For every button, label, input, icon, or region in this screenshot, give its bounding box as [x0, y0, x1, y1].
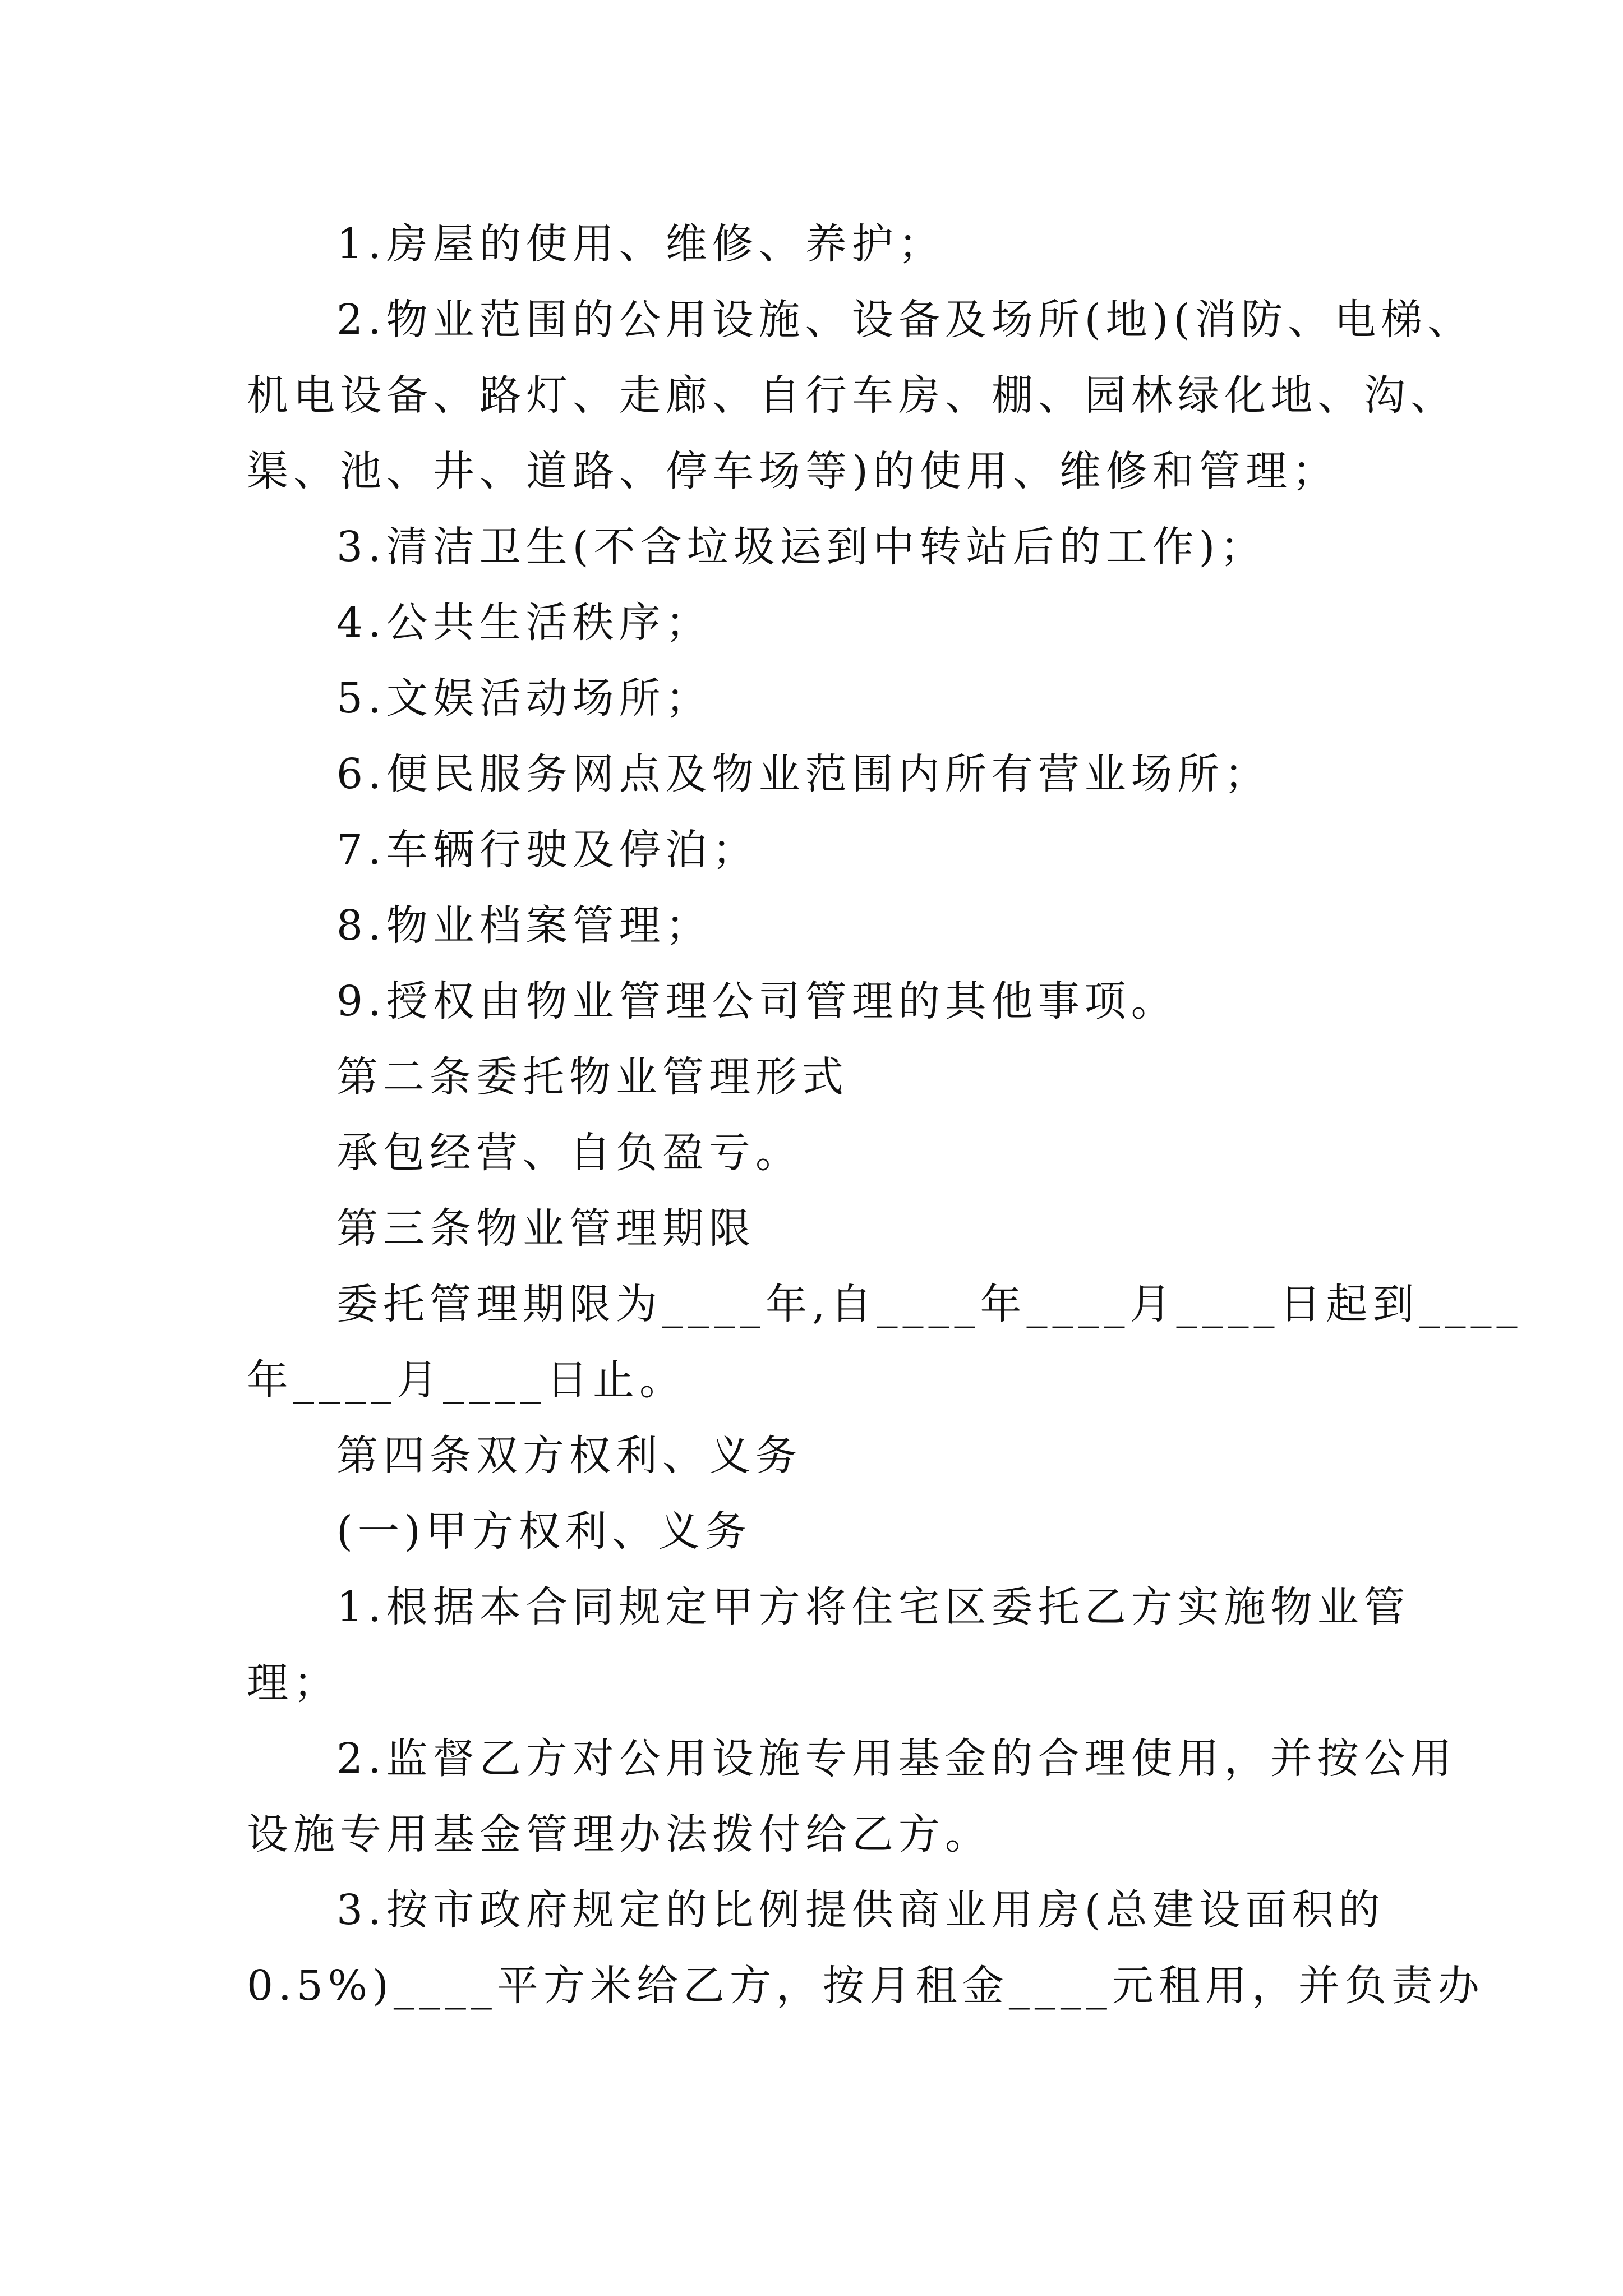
text-line: 设施专用基金管理办法拨付给乙方。 — [247, 1810, 992, 1858]
text-line: 0.5%)____平方米给乙方，按月租金____元租用，并负责办 — [247, 1962, 1484, 2010]
text-line: 3.按市政府规定的比例提供商业用房(总建设面积的 — [336, 1886, 1385, 1934]
text-line: 1.房屋的使用、维修、养护； — [336, 220, 945, 268]
text-line: 7.车辆行驶及停泊； — [336, 826, 759, 874]
text-line: 年____月____日止。 — [247, 1356, 686, 1404]
text-line: 2.监督乙方对公用设施专用基金的合理使用，并按公用 — [336, 1734, 1457, 1783]
text-line: 3.清洁卫生(不含垃圾运到中转站后的工作)； — [336, 523, 1267, 571]
section-heading: 第二条委托物业管理形式 — [336, 1053, 849, 1101]
text-line: 1.根据本合同规定甲方将住宅区委托乙方实施物业管 — [336, 1583, 1410, 1631]
text-line: 渠、池、井、道路、停车场等)的使用、维修和管理； — [247, 447, 1339, 495]
text-line: 理； — [247, 1659, 340, 1707]
text-line: 委托管理期限为____年,自____年____月____日起到____ — [336, 1280, 1523, 1328]
section-heading: 第四条双方权利、义务 — [336, 1432, 802, 1480]
section-heading: 第三条物业管理期限 — [336, 1204, 755, 1253]
text-line: 5.文娱活动场所； — [336, 674, 712, 723]
text-line: 4.公共生活秩序； — [336, 599, 712, 647]
subsection-heading: (一)甲方权利、义务 — [336, 1507, 751, 1556]
text-line: 8.物业档案管理； — [336, 901, 712, 950]
text-line: 机电设备、路灯、走廊、自行车房、棚、园林绿化地、沟、 — [247, 371, 1457, 420]
text-line: 9.授权由物业管理公司管理的其他事项。 — [336, 977, 1178, 1025]
text-line: 承包经营、自负盈亏。 — [336, 1129, 802, 1177]
text-line: 6.便民服务网点及物业范围内所有营业场所； — [336, 750, 1271, 798]
text-line: 2.物业范围的公用设施、设备及场所(地)(消防、电梯、 — [336, 296, 1474, 344]
